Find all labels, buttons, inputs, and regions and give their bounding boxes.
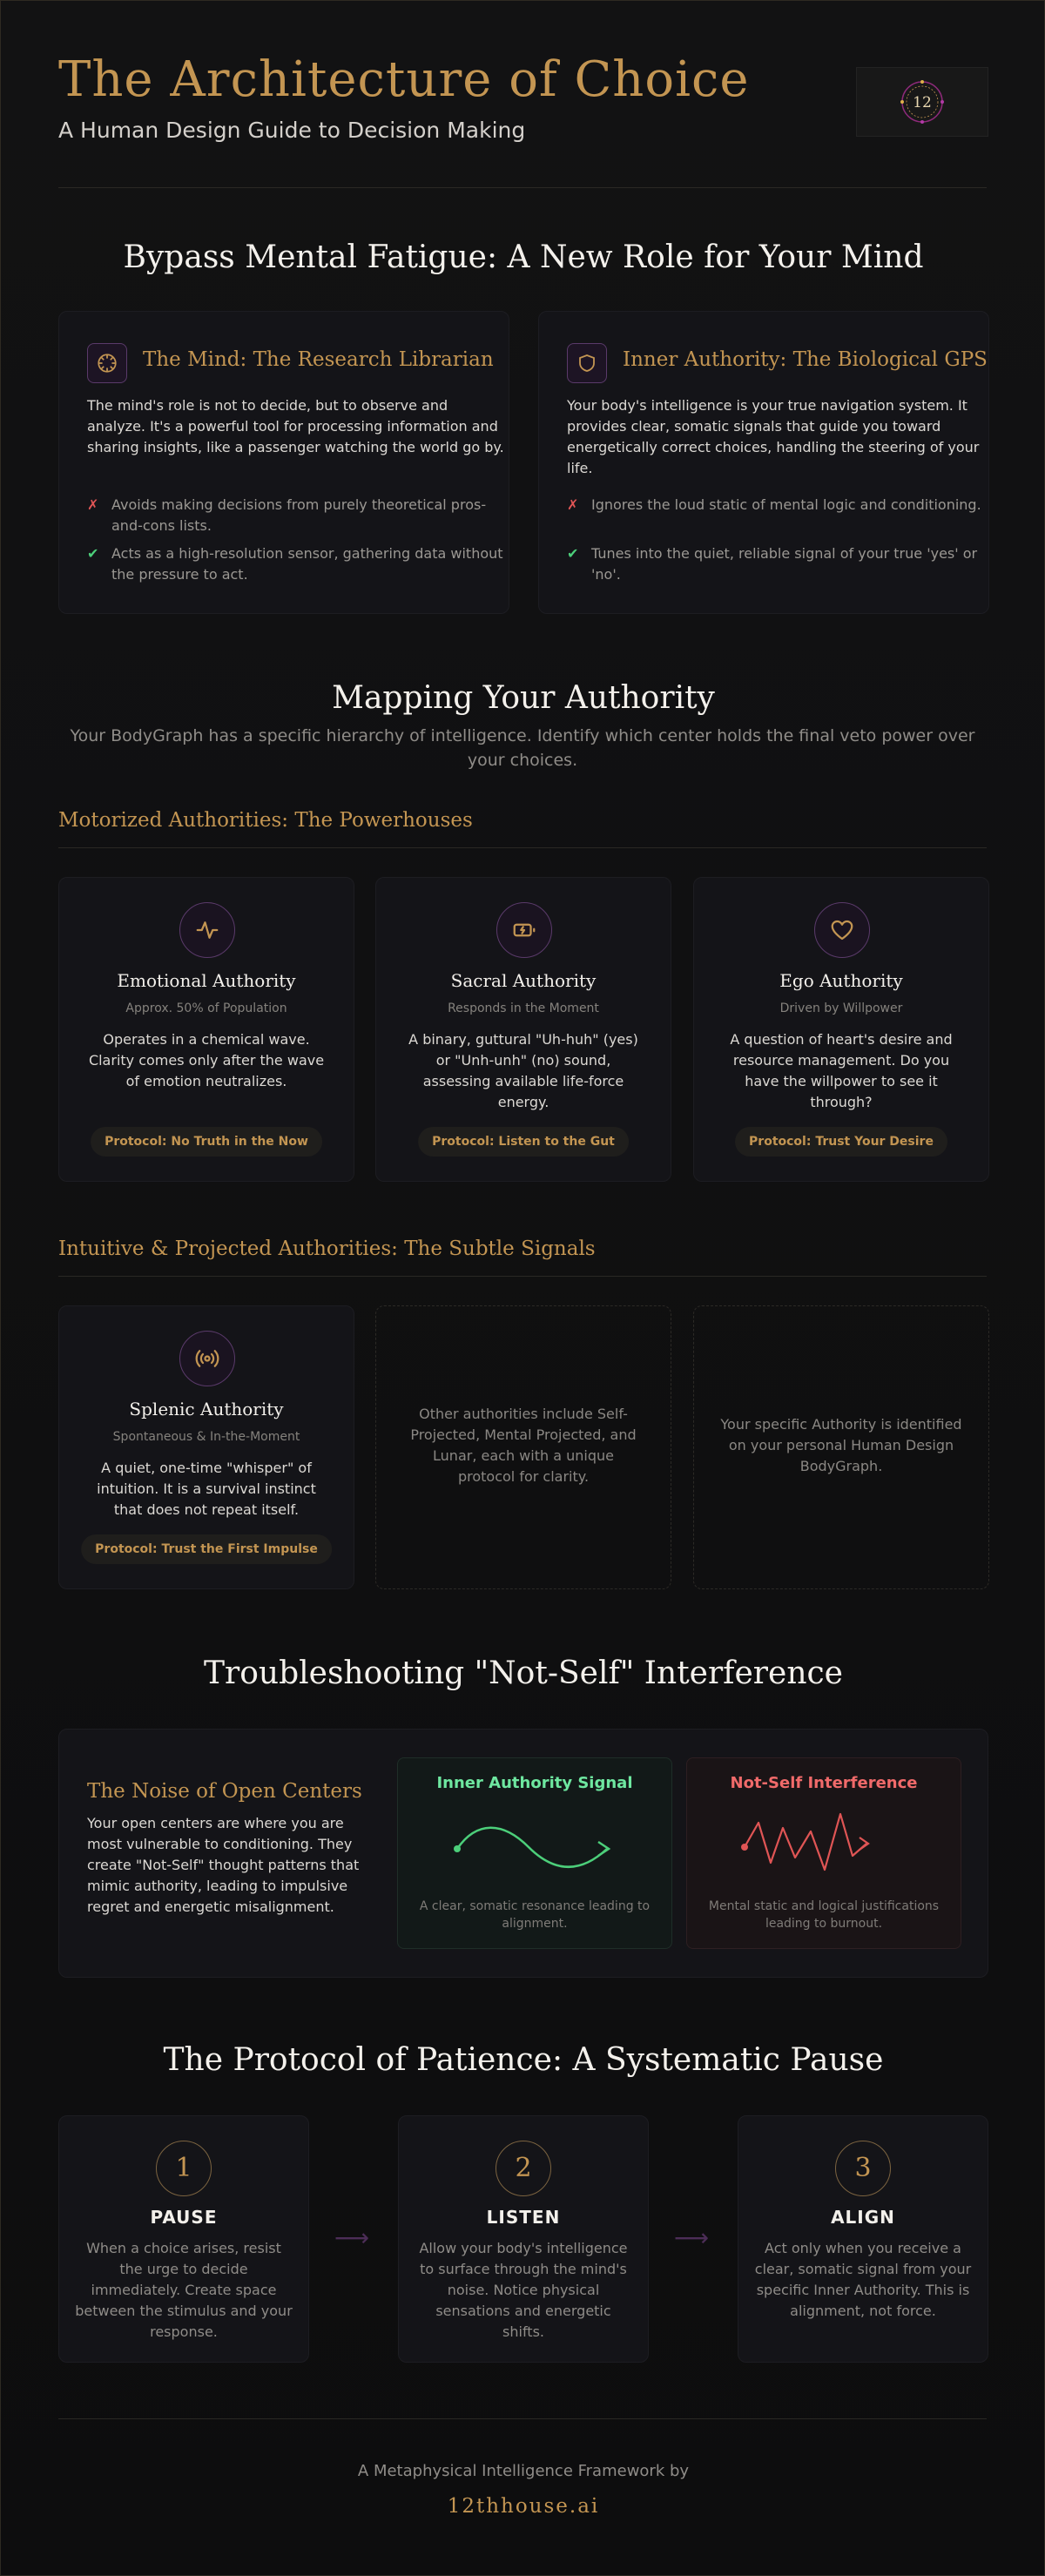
radio-icon	[179, 1331, 235, 1386]
logo-emblem-icon	[857, 68, 988, 136]
intuitive-title: Intuitive & Projected Authorities: The Subtle Signals	[58, 1237, 596, 1260]
step-number: 1	[156, 2141, 212, 2196]
step-body: Act only when you receive a clear, somatic signal from your specific Inner Authority. This is alignment, not force.	[754, 2240, 972, 2319]
arrow-right-icon: ⟶	[674, 2223, 710, 2252]
page-title: The Architecture of Choice	[58, 51, 750, 108]
step-body: Allow your body's intelligence to surface through the mind's noise. Notice physical sensations and energetic shifts.	[419, 2240, 628, 2340]
step-body: When a choice arises, resist the urge to decide immediately. Create space between the stimulus and your response.	[75, 2240, 293, 2340]
authority-body: A binary, guttural "Uh-huh" (yes) or "Unh-unh" (no) sound, assessing available life-force energy.	[408, 1031, 638, 1110]
other-authorities-text: Other authorities include Self-Projected, Mental Projected, and Lunar, each with a unique protocol for clarity.	[410, 1406, 637, 1485]
inner-authority-signal	[397, 1757, 672, 1949]
bodygraph-note-text: Your specific Authority is identified on your personal Human Design BodyGraph.	[720, 1416, 962, 1474]
mind-card	[58, 311, 509, 614]
authority-title: Splenic Authority	[129, 1399, 284, 1419]
mind-card-title: The Mind: The Research Librarian	[143, 348, 494, 371]
list-item-text: Avoids making decisions from purely theoretical pros-and-cons lists.	[111, 496, 487, 534]
step-align	[738, 2115, 988, 2363]
footer-link[interactable]: 12thhouse.ai	[447, 2495, 600, 2518]
authority-title: Emotional Authority	[117, 970, 296, 991]
activity-icon	[179, 902, 235, 958]
step-title: PAUSE	[150, 2207, 218, 2228]
shield-icon	[567, 343, 607, 383]
x-icon: ✗	[567, 496, 579, 513]
signal-title: Inner Authority Signal	[436, 1774, 633, 1792]
authority-title: Sacral Authority	[450, 970, 597, 991]
step-number: 2	[496, 2141, 551, 2196]
divider	[58, 1276, 987, 1277]
other-authorities-note	[375, 1305, 671, 1589]
divider	[58, 2418, 987, 2419]
protocol-button[interactable]: Protocol: Trust the First Impulse	[81, 1534, 332, 1564]
list-item	[87, 543, 505, 585]
page-subtitle: A Human Design Guide to Decision Making	[58, 118, 526, 143]
battery-charging-icon	[496, 902, 552, 958]
aperture-icon	[87, 343, 127, 383]
list-item-text: Ignores the loud static of mental logic and conditioning.	[591, 496, 981, 513]
authority-card-title: Inner Authority: The Biological GPS	[623, 348, 988, 371]
noise-title: The Noise of Open Centers	[87, 1780, 362, 1803]
protocol-button[interactable]: Protocol: Listen to the Gut	[418, 1127, 629, 1157]
step-number: 3	[835, 2141, 891, 2196]
section-title-mapping: Mapping Your Authority	[332, 680, 715, 716]
list-item-text: Tunes into the quiet, reliable signal of your true 'yes' or 'no'.	[591, 545, 978, 583]
authority-tag: Driven by Willpower	[779, 1001, 903, 1015]
divider	[58, 187, 987, 188]
authority-body: A question of heart's desire and resource management. Do you have the willpower to see it through?	[730, 1031, 953, 1110]
authority-card-body: Your body's intelligence is your true navigation system. It provides clear, somatic signals that guide you toward energetically correct choices, handling the steering of your life.	[567, 397, 980, 476]
list-item-text: Acts as a high-resolution sensor, gathering data without the pressure to act.	[111, 545, 503, 583]
smooth-wave-icon	[398, 1812, 671, 1882]
authority-tag: Spontaneous & In-the-Moment	[112, 1430, 300, 1444]
step-pause	[58, 2115, 309, 2363]
step-title: ALIGN	[831, 2207, 895, 2228]
x-icon: ✗	[87, 496, 99, 513]
authority-card-sacral	[375, 877, 671, 1182]
mapping-lead: Your BodyGraph has a specific hierarchy of intelligence. Identify which center holds the final veto power over your choices.	[70, 726, 975, 770]
authority-title: Ego Authority	[779, 970, 903, 991]
bodygraph-note	[693, 1305, 989, 1589]
protocol-button[interactable]: Protocol: Trust Your Desire	[735, 1127, 947, 1157]
noise-panel	[58, 1729, 988, 1978]
heart-icon	[814, 902, 870, 958]
footer-text: A Metaphysical Intelligence Framework by	[357, 2462, 690, 2480]
divider	[58, 847, 987, 848]
jagged-wave-icon	[687, 1805, 961, 1884]
brand-logo	[856, 67, 988, 137]
authority-tag: Responds in the Moment	[448, 1001, 599, 1015]
check-icon: ✔	[87, 545, 99, 562]
mind-card-body: The mind's role is not to decide, but to observe and analyze. It's a powerful tool for processing information and sharing insights, like a passenger watching the world go by.	[87, 397, 504, 455]
check-icon: ✔	[567, 545, 579, 562]
authority-body: Operates in a chemical wave. Clarity comes only after the wave of emotion neutralizes.	[88, 1031, 325, 1089]
motorized-title: Motorized Authorities: The Powerhouses	[58, 809, 473, 832]
noise-body: Your open centers are where you are most vulnerable to conditioning. They create "Not-Self" thought patterns that mimic authority, leading to impulsive regret and energetic misalignment.	[87, 1815, 360, 1915]
authority-tag: Approx. 50% of Population	[125, 1001, 287, 1015]
authority-card-splenic	[58, 1305, 354, 1589]
authority-body: A quiet, one-time "whisper" of intuition. It is a survival instinct that does not repeat itself.	[97, 1460, 316, 1518]
list-item	[567, 495, 985, 516]
authority-card	[538, 311, 989, 614]
step-title: LISTEN	[486, 2207, 561, 2228]
signal-caption: Mental static and logical justifications leading to burnout.	[708, 1899, 940, 1931]
section-title-protocol: The Protocol of Patience: A Systematic Pause	[163, 2042, 884, 2078]
authority-card-ego	[693, 877, 989, 1182]
signal-caption: A clear, somatic resonance leading to alignment.	[419, 1899, 651, 1931]
section-title-bypass: Bypass Mental Fatigue: A New Role for Your Mind	[123, 239, 924, 275]
logo-text: 12	[913, 94, 932, 111]
signal-title: Not-Self Interference	[730, 1774, 918, 1792]
section-title-troubleshooting: Troubleshooting "Not-Self" Interference	[204, 1656, 843, 1691]
authority-card-emotional	[58, 877, 354, 1182]
list-item	[87, 495, 505, 536]
list-item	[567, 543, 985, 585]
arrow-right-icon: ⟶	[334, 2223, 370, 2252]
not-self-interference	[686, 1757, 961, 1949]
step-listen	[398, 2115, 649, 2363]
protocol-button[interactable]: Protocol: No Truth in the Now	[91, 1127, 322, 1157]
